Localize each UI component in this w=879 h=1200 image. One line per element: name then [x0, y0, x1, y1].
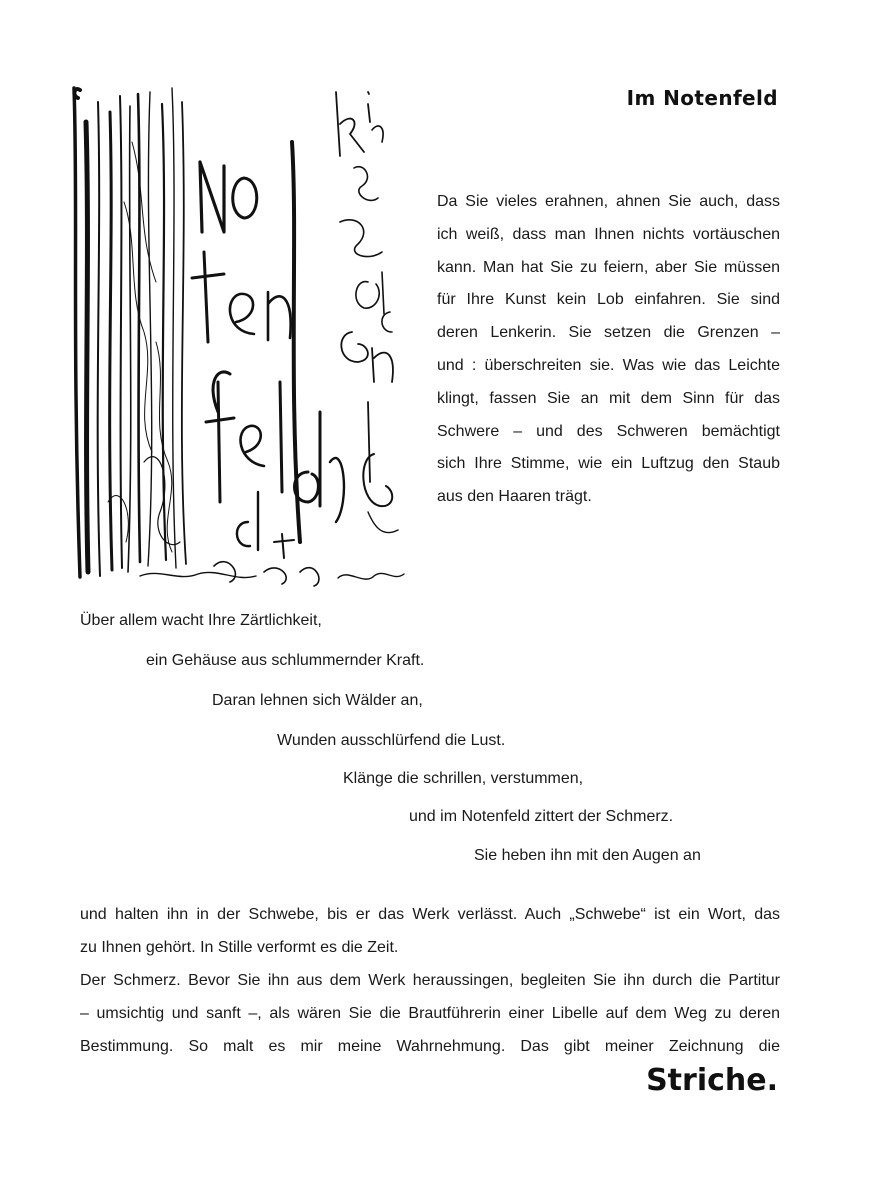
poem-line: Daran lehnen sich Wälder an,	[212, 692, 423, 709]
intro-paragraph	[437, 186, 780, 514]
intro-line: für Ihre Kunst kein Lob einfahren. Sie sind	[437, 291, 780, 309]
intro-line: kann. Man hat Sie zu feiern, aber Sie müssen	[437, 258, 780, 276]
closing-word: Striche.	[646, 1063, 778, 1098]
poem-line: Wunden ausschlürfend die Lust.	[277, 732, 506, 749]
poem-line: und im Notenfeld zittert der Schmerz.	[409, 808, 674, 825]
prose-line: Bestimmung. So malt es mir meine Wahrnehmung. Das gibt meiner Zeichnung die	[80, 1038, 780, 1055]
calligraphic-drawing-icon	[68, 82, 413, 592]
closing-paragraph	[80, 898, 780, 1063]
prose-line: zu Ihnen gehört. In Stille verformt es die Zeit.	[80, 939, 399, 956]
calligraphy-artwork	[68, 82, 413, 592]
intro-line: ich weiß, dass man Ihnen nichts vortäuschen	[437, 225, 780, 243]
prose-line: Der Schmerz. Bevor Sie ihn aus dem Werk heraussingen, begleiten Sie ihn durch die Partitur	[80, 972, 780, 989]
intro-line: Schwere – und des Schweren bemächtigt	[437, 422, 780, 440]
intro-line: deren Lenkerin. Sie setzen die Grenzen –	[437, 324, 780, 342]
intro-line: und : überschreiten sie. Was wie das Leichte	[437, 356, 780, 374]
prose-line: – umsichtig und sanft –, als wären Sie die Brautführerin einer Libelle auf dem Weg zu deren	[80, 1005, 780, 1022]
page-title: Im Notenfeld	[626, 86, 778, 110]
prose-line: und halten ihn in der Schwebe, bis er das Werk verlässt. Auch „Schwebe“ ist ein Wort, das	[80, 906, 780, 923]
intro-line: Da Sie vieles erahnen, ahnen Sie auch, dass	[437, 193, 780, 210]
intro-line: sich Ihre Stimme, wie ein Luftzug den Staub	[437, 455, 780, 473]
poem-line: Klänge die schrillen, verstummen,	[343, 770, 584, 787]
poem-line: Über allem wacht Ihre Zärtlichkeit,	[80, 612, 322, 629]
poem-line: Sie heben ihn mit den Augen an	[474, 847, 701, 864]
poem-line: ein Gehäuse aus schlummernder Kraft.	[146, 652, 425, 669]
intro-line: klingt, fassen Sie an mit dem Sinn für das	[437, 389, 780, 407]
intro-line: aus den Haaren trägt.	[437, 488, 592, 506]
